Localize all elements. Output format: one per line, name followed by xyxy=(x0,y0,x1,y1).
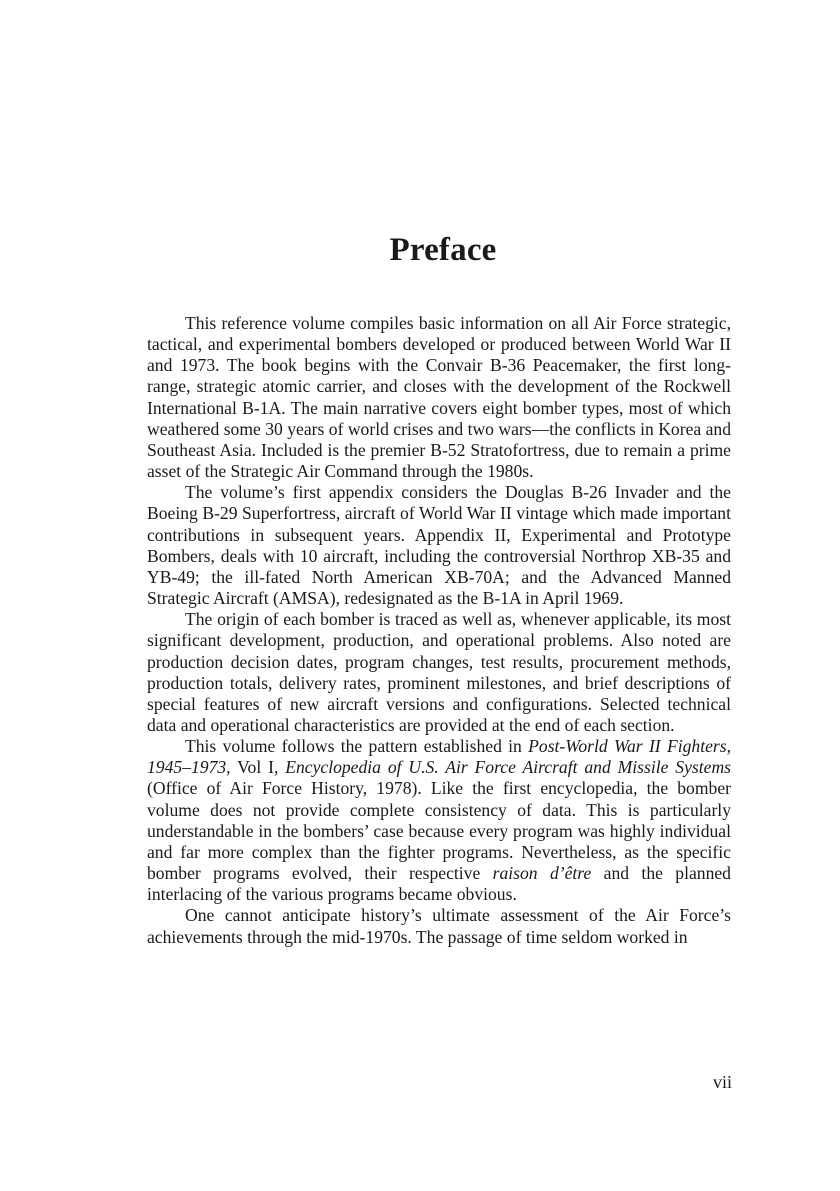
paragraph-4-text: Vol I, xyxy=(230,757,286,778)
paragraph-4-text: (Office of Air Force History, 1978). Like the first encyclopedia, the bomber volume does not provide complete consistency of data. This is particularly understandable in the bombers’ case because every program was highly individual and far more complex than the fighter programs. Nevertheless, as the specific bomber programs evolved, their respective xyxy=(147,778,731,884)
paragraph-5: One cannot anticipate history’s ultimate assessment of the Air Force’s achievements through the mid-1970s. The passage of time seldom worked in xyxy=(147,905,731,947)
preface-body xyxy=(147,313,731,948)
paragraph-1: This reference volume compiles basic information on all Air Force strategic, tactical, and experimental bombers developed or produced between World War II and 1973. The book begins with the Convair B-36 Peacemaker, the first long-range, strategic atomic carrier, and closes with the development of the Rockwell International B-1A. The main narrative covers eight bomber types, most of which weathered some 30 years of world crises and two wars—the conflicts in Korea and Southeast Asia. Included is the premier B-52 Stratofortress, due to remain a prime asset of the Strategic Air Command through the 1980s. xyxy=(147,313,731,482)
cited-title-fighters: Post-World War II Fighters, 1945–1973, xyxy=(147,736,731,778)
italic-phrase: raison d’être xyxy=(492,863,592,884)
paragraph-2: The volume’s first appendix considers the Douglas B-26 Invader and the Boeing B-29 Superfortress, aircraft of World War II vintage which made important contributions in subsequent years. Appendix II, Experimental and Prototype Bombers, deals with 10 aircraft, including the controversial Northrop XB-35 and YB-49; the ill-fated North American XB-70A; and the Advanced Manned Strategic Aircraft (AMSA), redesignated as the B-1A in April 1969. xyxy=(147,482,731,609)
paragraph-4 xyxy=(147,736,731,905)
page-number: vii xyxy=(712,1072,732,1092)
paragraph-4-text: and the planned interlacing of the various programs became obvious. xyxy=(147,863,731,905)
page-title: Preface xyxy=(389,232,497,268)
paragraph-4-text: This volume follows the pattern established in xyxy=(185,736,529,757)
cited-title-encyclopedia: Encyclopedia of U.S. Air Force Aircraft and Missile Systems xyxy=(285,757,731,778)
paragraph-3: The origin of each bomber is traced as well as, whenever applicable, its most significant development, production, and operational problems. Also noted are production decision dates, program changes, test results, procurement methods, production totals, delivery rates, prominent milestones, and brief descriptions of special features of new aircraft versions and configurations. Selected technical data and operational characteristics are provided at the end of each section. xyxy=(147,609,731,735)
